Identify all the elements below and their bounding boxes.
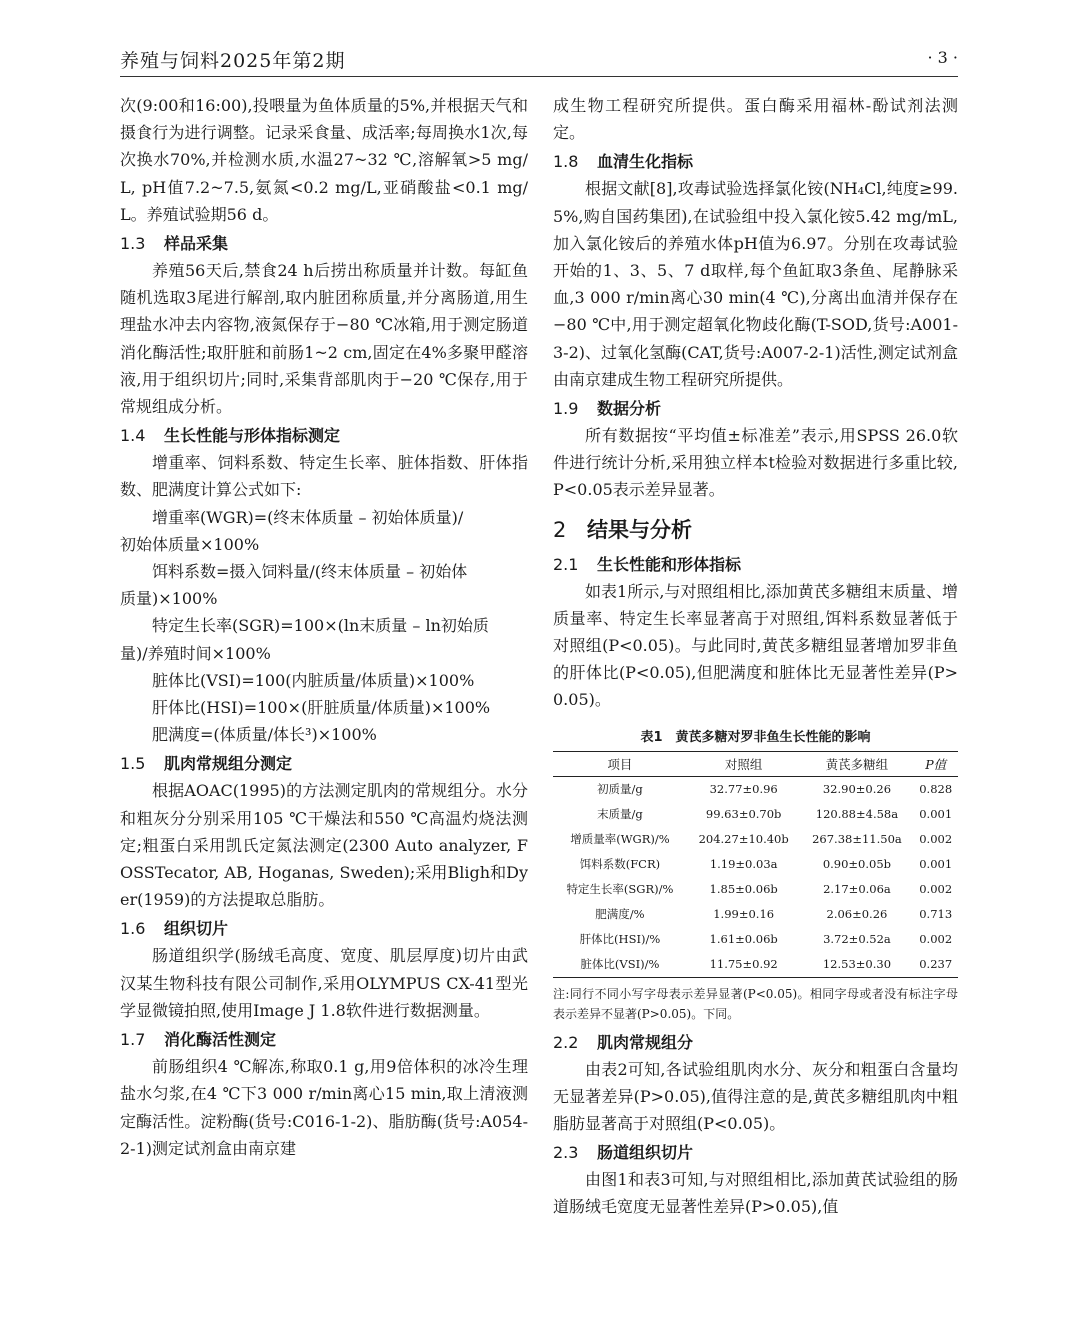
table-cell: 增质量率(WGR)/% bbox=[570, 832, 670, 847]
section-number: 1.5 bbox=[120, 754, 146, 774]
table-note: 注:同行不同小写字母表示差异显著(P<0.05)。相同字母或者没有标注字母表示差异不显著(P>0.05)。下同。 bbox=[553, 986, 958, 1021]
section-title: 生长性能与形体指标测定 bbox=[164, 426, 341, 446]
section-title: 肠道组织切片 bbox=[597, 1143, 694, 1163]
table-cell: 1.85±0.06b bbox=[709, 882, 778, 897]
section-number: 1.4 bbox=[120, 426, 146, 446]
table-row bbox=[553, 927, 958, 952]
paragraph-continued: 成生物工程研究所提供。蛋白酶采用福林-酚试剂法测定。 bbox=[553, 96, 958, 143]
table-cell: 12.53±0.30 bbox=[800, 952, 913, 978]
table-cell: 末质量/g bbox=[597, 807, 643, 822]
table-header-cell bbox=[913, 751, 958, 776]
section-title: 样品采集 bbox=[164, 234, 229, 254]
section-heading-2-1 bbox=[553, 552, 958, 577]
paragraph-serum-biochemistry: 根据文献[8],攻毒试验选择氯化铵(NH₄Cl,纯度≥99.5%,购自国药集团),在试验组中投入氯化铵5.42 mg/mL,加入氯化铵后的养殖水体pH值为6.97。分别在攻毒试验开始的1、3、5、7 d取样,每个鱼缸取3条鱼、尾静脉采血,3 000 r/min离心30 min(4 ℃),分离出血清并保存在−80 ℃中,用于测定超氧化物歧化酶(T-SOD,货号:A001-3-2)、过氧化氢酶(CAT,货号:A007-2-1)活性,测定试剂盒由南京建成生物工程研究所提供。 bbox=[553, 179, 958, 389]
table-cell: 32.77±0.96 bbox=[709, 782, 778, 797]
growth-performance-table bbox=[553, 751, 958, 978]
section-title: 肌肉常规组分 bbox=[597, 1032, 694, 1052]
table-header-cell: 对照组 bbox=[687, 751, 801, 776]
paragraph-sample-collection: 养殖56天后,禁食24 h后捞出称质量并计数。每缸鱼随机选取3尾进行解剖,取内脏团称质量,并分离肠道,用生理盐水冲去内容物,液氮保存于−80 ℃冰箱,用于测定肠道消化酶活性;取肝脏和前肠1~2 cm,固定在4%多聚甲醛溶液,用于组织切片;同时,采集背部肌肉于−20 ℃保存,用于常规组成分析。 bbox=[120, 261, 528, 417]
table-cell: 0.002 bbox=[919, 832, 953, 847]
section-number: 2.2 bbox=[553, 1032, 579, 1052]
formula-hsi: 肝体比(HSI)=100×(肝脏质量/体质量)×100% bbox=[152, 698, 491, 718]
table-row bbox=[553, 902, 958, 927]
formula-wgr: 增重率(WGR)=(终末体质量 – 初始体质量)/ bbox=[152, 507, 464, 527]
section-title: 消化酶活性测定 bbox=[164, 1030, 277, 1050]
paragraph-growth-results: 如表1所示,与对照组相比,添加黄芪多糖组末质量、增质量率、特定生长率显著高于对照组,饵料系数显著低于对照组(P<0.05)。与此同时,黄芪多糖组显著增加罗非鱼的肝体比(P<0.05),但肥满度和脏体比无显著性差异(P>0.05)。 bbox=[553, 581, 958, 710]
table-cell: 0.001 bbox=[919, 807, 953, 822]
section-number: 1.3 bbox=[120, 234, 146, 254]
table-row bbox=[553, 852, 958, 877]
table-cell: 脏体比(VSI)/% bbox=[553, 952, 687, 978]
table-row bbox=[553, 877, 958, 902]
section-number: 1.7 bbox=[120, 1030, 146, 1050]
section-title: 组织切片 bbox=[164, 919, 229, 939]
table-row bbox=[553, 952, 958, 978]
table-cell: 267.38±11.50a bbox=[812, 832, 902, 847]
page-number: · 3 · bbox=[927, 48, 958, 67]
formula-sgr-cont: 量)/养殖时间×100% bbox=[120, 643, 271, 663]
section-title: 血清生化指标 bbox=[597, 152, 694, 172]
section-heading-1-7 bbox=[120, 1027, 528, 1052]
section-number: 1.6 bbox=[120, 919, 146, 939]
table-cell: 2.17±0.06a bbox=[823, 882, 891, 897]
table-cell: 1.19±0.03a bbox=[709, 857, 778, 872]
journal-title: 养殖与饲料2025年第2期 bbox=[120, 50, 346, 72]
paragraph-histology: 肠道组织学(肠绒毛高度、宽度、肌层厚度)切片由武汉某生物科技有限公司制作,采用OLYMPUS CX-41型光学显微镜拍照,使用Image J 1.8软件进行数据测量。 bbox=[120, 946, 528, 1020]
table-cell: 0.001 bbox=[919, 857, 953, 872]
paragraph-enzyme-activity: 前肠组织4 ℃解冻,称取0.1 g,用9倍体积的冰冷生理盐水匀浆,在4 ℃下3 000 r/min离心15 min,取上清液测定酶活性。淀粉酶(货号:C016-1-2)、脂肪酶(货号:A054-2-1)测定试剂盒由南京建 bbox=[120, 1057, 528, 1158]
table-cell: 肝体比(HSI)/% bbox=[579, 932, 661, 947]
paragraph-continued: 次(9:00和16:00),投喂量为鱼体质量的5%,并根据天气和摄食行为进行调整。记录采食量、成活率;每周换水1次,每次换水70%,并检测水质,水温27~32 ℃,溶解氧>5 mg/L, pH值7.2~7.5,氨氮<0.2 mg/L,亚硝酸盐<0.1 mg/L。养殖试验期56 d。 bbox=[120, 96, 528, 224]
table-cell: 1.61±0.06b bbox=[709, 932, 778, 947]
paragraph-intestine-results: 由图1和表3可知,与对照组相比,添加黄芪试验组的肠道肠绒毛宽度无显著性差异(P>0.05),值 bbox=[553, 1170, 958, 1217]
section-heading-1-9 bbox=[553, 396, 958, 421]
section-heading-1-6 bbox=[120, 916, 528, 941]
table-header-row bbox=[553, 751, 958, 776]
formula-sgr: 特定生长率(SGR)=100×(ln末质量 – ln初始质 bbox=[152, 616, 489, 636]
section-number: 2.1 bbox=[553, 554, 579, 574]
table-cell: 32.90±0.26 bbox=[822, 782, 892, 797]
section-title: 结果与分析 bbox=[587, 517, 692, 542]
section-heading-2-3 bbox=[553, 1140, 958, 1165]
table-cell: 0.828 bbox=[919, 782, 953, 797]
table-cell: 2.06±0.26 bbox=[826, 907, 888, 922]
table-cell: 肥满度/% bbox=[595, 907, 645, 922]
table-header-cell: P值 bbox=[925, 756, 947, 772]
section-number: 2 bbox=[553, 517, 567, 542]
right-column bbox=[553, 92, 958, 1221]
table-cell: 0.90±0.05b bbox=[822, 857, 892, 872]
table-title: 表1 黄芪多糖对罗非鱼生长性能的影响 bbox=[640, 729, 871, 745]
section-heading-1-8 bbox=[553, 149, 958, 174]
table-row bbox=[553, 827, 958, 852]
table-cell: 204.27±10.40b bbox=[698, 832, 789, 847]
table-cell: 0.713 bbox=[919, 907, 953, 922]
table-cell: 11.75±0.92 bbox=[687, 952, 801, 978]
table-cell: 特定生长率(SGR)/% bbox=[566, 882, 674, 897]
table-header-cell: 黄芪多糖组 bbox=[800, 751, 913, 776]
table-cell: 0.002 bbox=[919, 932, 953, 947]
paragraph-muscle-results: 由表2可知,各试验组肌肉水分、灰分和粗蛋白含量均无显著差异(P>0.05),值得注意的是,黄芪多糖组肌肉中粗脂肪显著高于对照组(P<0.05)。 bbox=[553, 1059, 958, 1134]
table-cell: 饵料系数(FCR) bbox=[579, 857, 661, 872]
formula-fcr-cont: 质量)×100% bbox=[120, 589, 218, 609]
table-header-cell: 项目 bbox=[553, 751, 687, 776]
table-cell: 初质量/g bbox=[597, 782, 643, 797]
section-title: 数据分析 bbox=[597, 399, 662, 419]
section-title: 肌肉常规组分测定 bbox=[164, 754, 293, 774]
section-heading-2-2 bbox=[553, 1030, 958, 1055]
table-cell: 120.88±4.58a bbox=[815, 807, 899, 822]
paragraph-muscle-composition: 根据AOAC(1995)的方法测定肌肉的常规组分。水分和粗灰分分别采用105 ℃干燥法和550 ℃高温灼烧法测定;粗蛋白采用凯氏定氮法测定(2300 Auto analyzer, FOSSTecator, AB, Hoganas, Sweden);采用Bligh和Dyer(1959)的方法提取总脂肪。 bbox=[120, 781, 528, 910]
section-number: 2.3 bbox=[553, 1143, 579, 1163]
section-number: 1.9 bbox=[553, 399, 579, 419]
section-title: 生长性能和形体指标 bbox=[597, 554, 742, 574]
formula-cf: 肥满度=(体质量/体长³)×100% bbox=[152, 725, 377, 745]
section-number: 1.8 bbox=[553, 152, 579, 172]
paragraph-growth-indices: 增重率、饲料系数、特定生长率、脏体指数、肝体指数、肥满度计算公式如下: bbox=[120, 453, 528, 500]
formula-vsi: 脏体比(VSI)=100(内脏质量/体质量)×100% bbox=[152, 670, 475, 690]
table-cell: 0.002 bbox=[919, 882, 953, 897]
table-cell: 1.99±0.16 bbox=[713, 907, 775, 922]
section-heading-2 bbox=[553, 516, 958, 544]
table-cell: 3.72±0.52a bbox=[823, 932, 891, 947]
left-column bbox=[120, 92, 528, 1162]
table-row bbox=[553, 776, 958, 802]
paragraph-data-analysis: 所有数据按“平均值±标准差”表示,用SPSS 26.0软件进行统计分析,采用独立样本t检验对数据进行多重比较,P<0.05表示差异显著。 bbox=[553, 426, 958, 500]
table-cell: 0.237 bbox=[913, 952, 958, 978]
table-row bbox=[553, 802, 958, 827]
formula-fcr: 饵料系数=摄入饲料量/(终末体质量 – 初始体 bbox=[152, 562, 468, 582]
section-heading-1-4 bbox=[120, 423, 528, 448]
table-cell: 99.63±0.70b bbox=[705, 807, 782, 822]
section-heading-1-3 bbox=[120, 231, 528, 256]
running-header bbox=[120, 40, 958, 77]
section-heading-1-5 bbox=[120, 751, 528, 776]
formula-wgr-cont: 初始体质量×100% bbox=[120, 534, 260, 554]
